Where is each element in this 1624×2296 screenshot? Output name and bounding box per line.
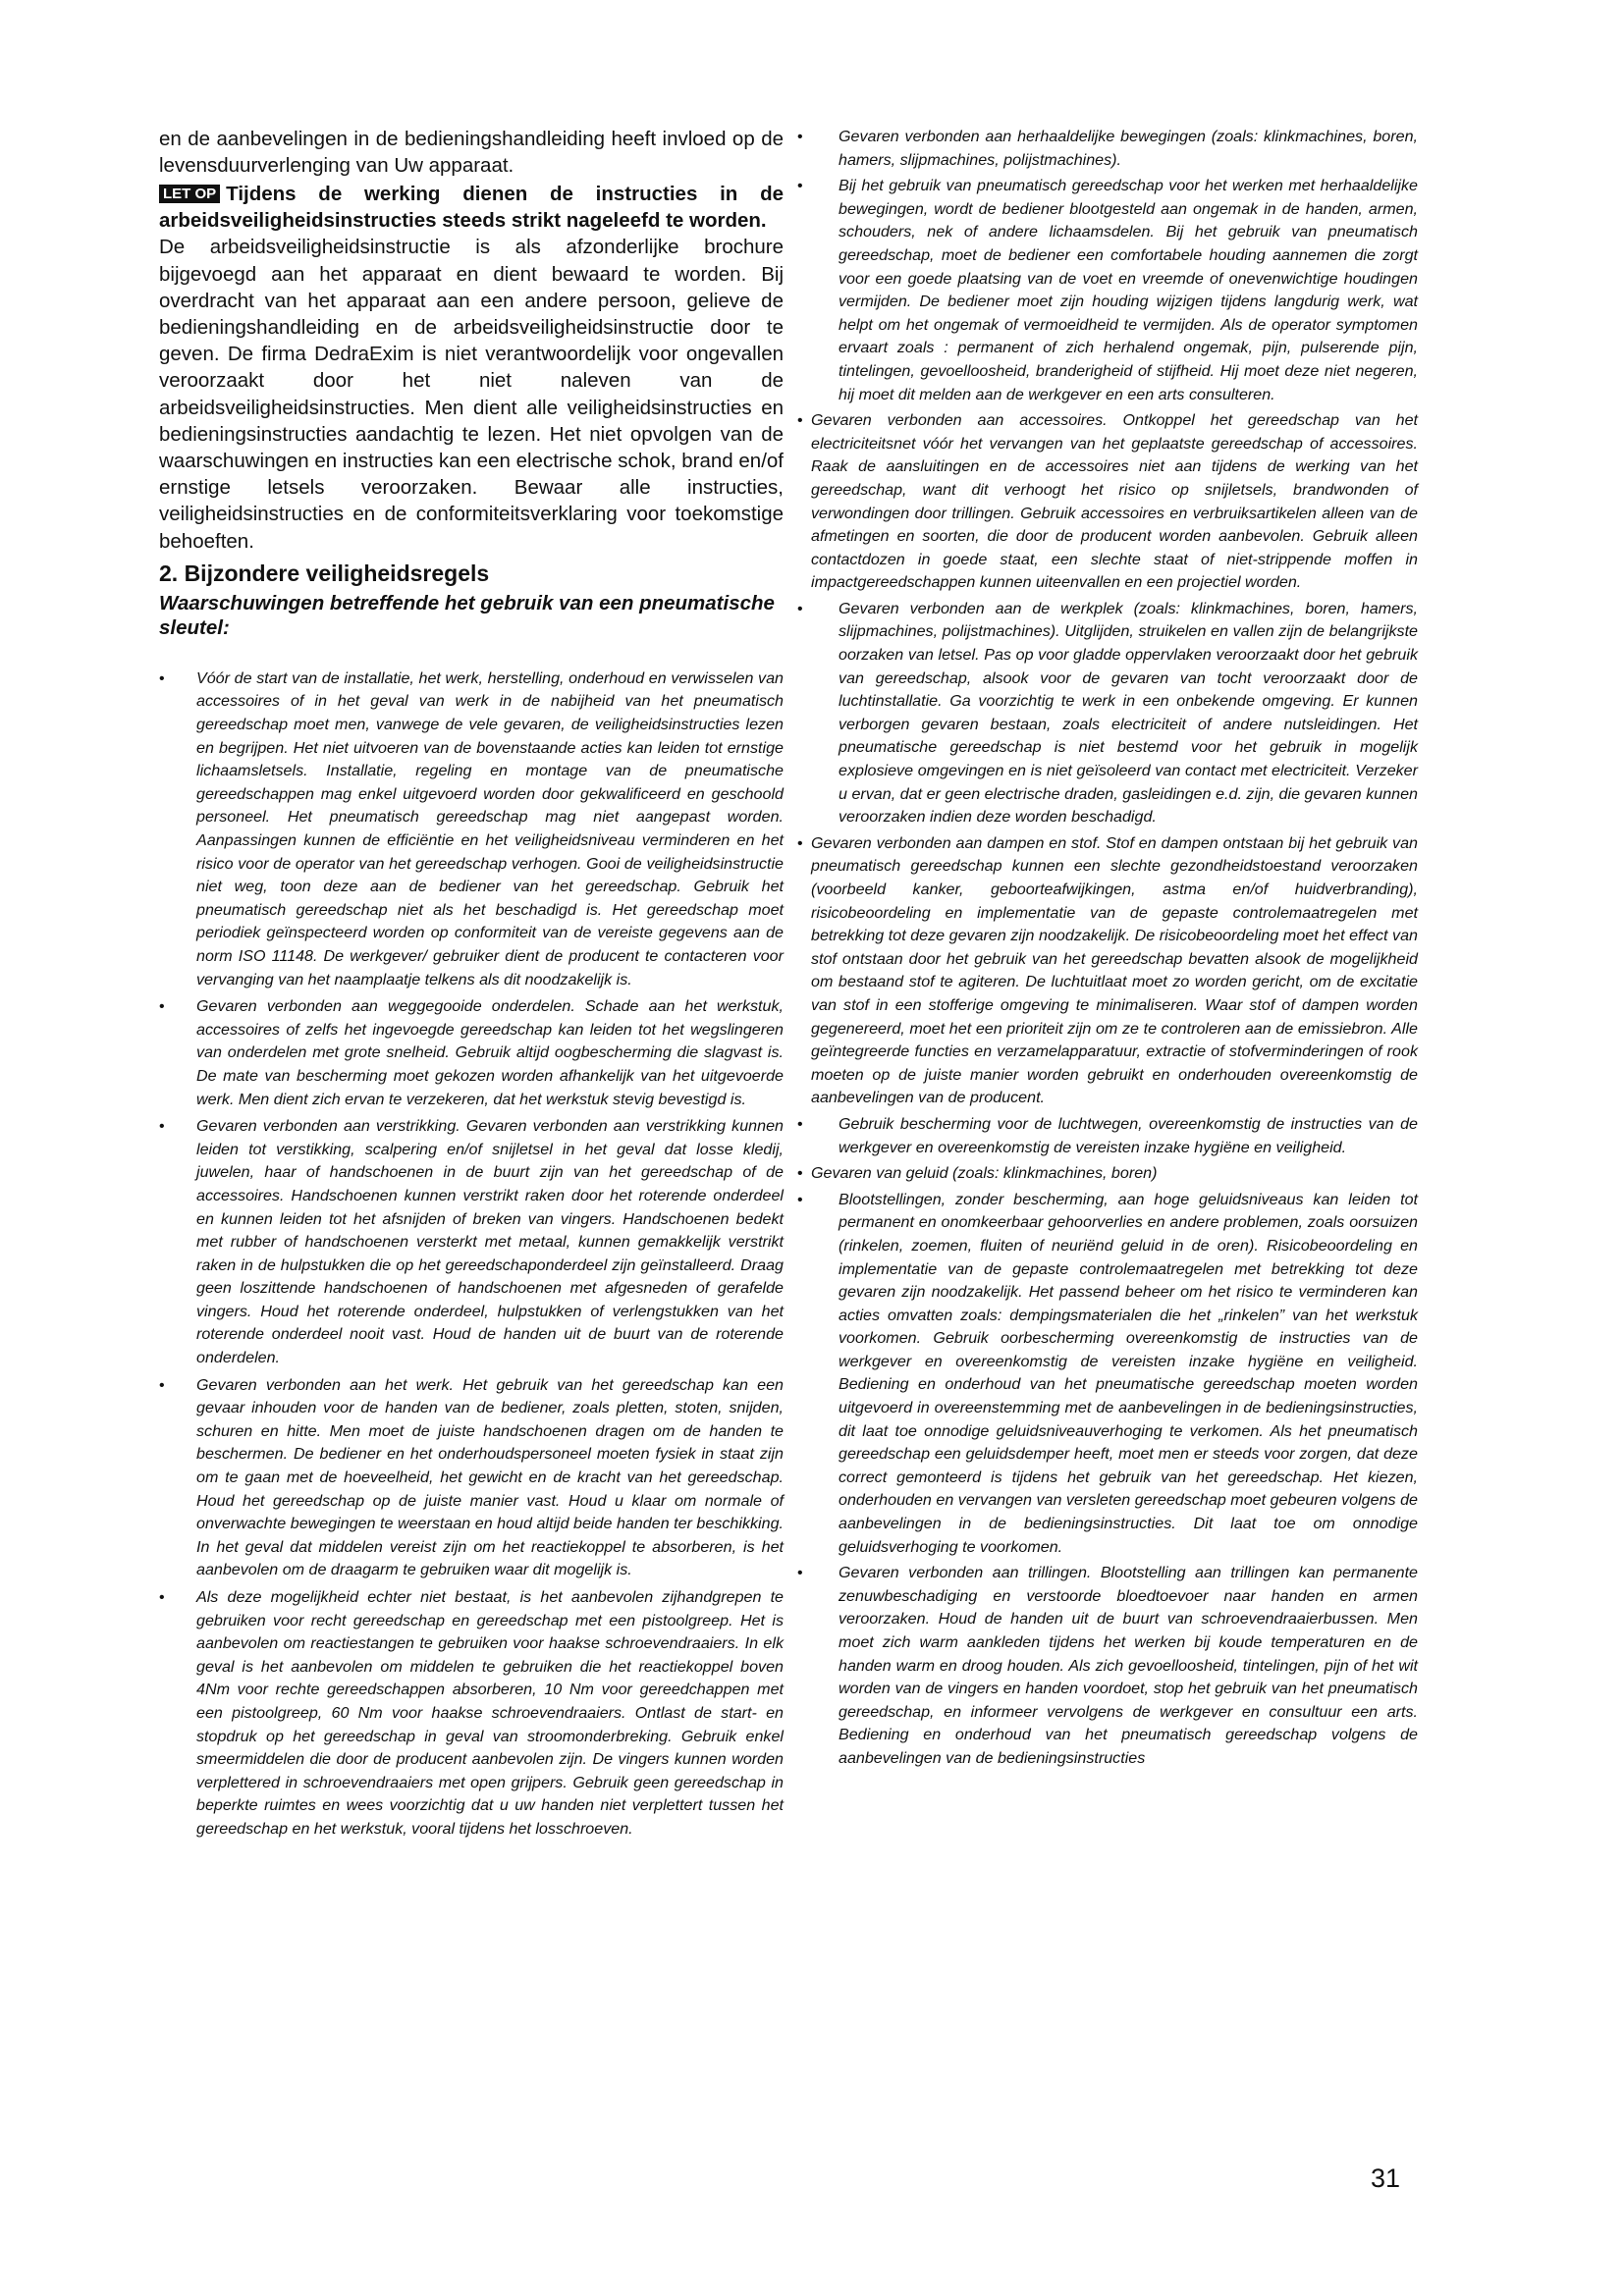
list-item: • Gevaren van geluid (zoals: klinkmachines, boren) xyxy=(797,1162,1418,1186)
left-bullet-list xyxy=(159,667,784,1842)
bullet-icon: • xyxy=(797,412,803,430)
safety-instruction-paragraph: De arbeidsveiligheidsinstructie is als afzonderlijke brochure bijgevoegd aan het apparaat en dient bewaard te worden. Bij overdracht van het apparaat aan een andere persoon, gelieve de bedieningshandleiding en de arbeidsveiligheidsinstructie door te geven. De firma DedraExim is niet verantwoordelijk voor ongevallen veroorzaakt door het niet naleven van de arbeidsveiligheidsinstructies. Men dient alle veiligheidsinstructies en bedieningsinstructies aandachtig te lezen. Het niet opvolgen van de waarschuwingen en instructies kan een electrische schok, brand en/of ernstige letsels veroorzaken. Bewaar alle instructies, veiligheidsinstructies en de conformiteitsverklaring voor toekomstige behoeften. xyxy=(159,236,784,553)
list-item: • Blootstellingen, zonder bescherming, aan hoge geluidsniveaus kan leiden tot permanent en onomkeerbaar gehoorverlies en andere problemen, zoals oorsuizen (rinkelen, zoemen, fluiten of neuriënd geluid in de oren). Risicobeoordeling en implementatie van de gepaste controlemaatregelen met betrekking tot deze gevaren zijn noodzakelijk. Het passend beheer om het risico te verminderen kan acties omvatten zoals: dempingsmaterialen die het „rinkelen” van het werkstuk voorkomen. Gebruik oorbescherming overeenkomstig de instructies van de werkgever en overeenkomstig de vereisten inzake hygiëne en veiligheid. Bediening en onderhoud van het pneumatische gereedschap moeten worden uitgevoerd in overeenstemming met de aanbevelingen in de bedieningsinstructies, dit laat toe onnodige geluidsniveauverhoging te verkomen. Als het pneumatisch gereedschap een geluidsdemper heeft, moet men er steeds voor zorgen, dat deze correct gemonteerd is tijdens het gebruik van het gereedschap. Het kiezen, onderhouden en vervangen van versleten gereedschap moet gebeuren volgens de aanbevelingen in de bedieningsinstructies. Dit laat toe om onnodige geluidsverhoging te voorkomen. xyxy=(797,1190,1418,1556)
bullet-icon: • xyxy=(797,1565,803,1582)
list-item: • Gevaren verbonden aan dampen en stof. Stof en dampen ontstaan bij het gebruik van pneumatisch gereedschap kunnen een slechte gezondheidstoestand veroorzaken (voorbeeld kanker, geboorteafwijkingen, astma en/of huidverbranding), risicobeoordeling en implementatie van de gepaste controlemaatregelen met betrekking tot deze gevaren zijn noodzakelijk. De risicobeoordeling moet het effect van stof ontstaan door het gebruik van het gereedschap bevatten alsook de mogelijkheid om bestaand stof te agiteren. De luchtuitlaat moet zo worden gericht, om de excitatie van stof in een stofferige omgeving te minimaliseren. Waar stof of dampen worden gegenereerd, moet het een prioriteit zijn om ze te controleren aan de emissiebron. Alle geïntegreerde functies en verzamelapparatuur, extractie of stofverminderingen of rook moeten op de juiste manier worden gebruikt en onderhouden overeenkomstig de aanbevelingen van de producent. xyxy=(797,833,1418,1107)
list-item: • Gevaren verbonden aan de werkplek (zoals: klinkmachines, boren, hamers, slijpmachines, polijstmachines). Uitglijden, struikelen en vallen zijn de belangrijkste oorzaken van letsel. Pas op voor gladde oppervlaken veroorzaakt door het gebruik van gereedschap, alsook voor de gevaren van tocht veroorzaakt door de luchtinstallatie. Ga voorzichtig te werk in een onbekende omgeving. Er kunnen verborgen gevaren bestaan, zoals electriciteit of andere nutsleidingen. Het pneumatische gereedschap is niet bestemd voor het gebruik in mogelijk explosieve omgevingen en is niet geïsoleerd van contact met electriciteit. Verzeker u ervan, dat er geen electrische draden, gasleidingen e.d. zijn, die gevaren kunnen veroorzaken indien deze worden beschadigd. xyxy=(797,599,1418,827)
list-item: • Gevaren verbonden aan trillingen. Blootstelling aan trillingen kan permanente zenuwbeschadiging en verstoorde bloedtoevoer naar handen en armen veroorzaken. Houd de handen uit de buurt van schroevendraaierbussen. Men moet zich warm aankleden tijdens het werken bij koude temperaturen en de handen warm en droog houden. Als zich gevoelloosheid, tintelingen, pijn of het wit worden van de vingers en handen voordoet, stop het gebruik van het pneumatisch gereedschap, en informeer vervolgens de werkgever en consultuur een arts. Bediening en onderhoud van het pneumatisch gereedschap volgens de aanbevelingen van de bedieningsinstructies xyxy=(797,1564,1418,1767)
bullet-icon: • xyxy=(797,129,803,145)
list-item: • Bij het gebruik van pneumatisch gereedschap voor het werken met herhaaldelijke bewegingen, wordt de bediener blootgesteld aan ongemak in de handen, armen, schouders, nek of andere lichaamsdelen. Bij het gebruik van pneumatisch gereedschap, moet de bediener een comfortabele houding aannemen die zorgt voor een goede plaatsing van de voet en vreemde of onevenwichtige houdingen vermijden. De bediener moet zijn houding wijzigen tijdens langdurig werk, wat helpt om het ongemak of vermoeidheid te vermijden. Als de operator symptomen ervaart zoals : permanent of zich herhalend ongemak, pijn, pulserende pijn, tintelingen, gevoelloosheid, branderigheid of stijfheid. Hij moet deze niet negeren, hij moet dit melden aan de werkgever en een arts consulteren. xyxy=(797,177,1418,403)
section-heading: 2. Bijzondere veiligheidsregels xyxy=(159,560,490,586)
list-item: • Gevaren verbonden aan verstrikking. Gevaren verbonden aan verstrikking kunnen leiden tot verstikking, scalpering en/of snijletsel in het geval dat losse kledij, juwelen, haar of handschoenen in de buurt zijn van het gereedschap of de accessoires. Handschoenen kunnen verstrikt raken door het roterende onderdeel en kunnen leiden tot het afsnijden of breken van vingers. Handschoenen bedekt met rubber of handschoenen versterkt met metaal, kunnen gemakkelijk verstrikt raken in de hulpstukken die op het gereedschaponderdeel zijn geïnstalleerd. Draag geen loszittende handschoenen of handschoenen met afgesneden of gerafelde vingers. Houd het roterende onderdeel, hulpstukken of verlengstukken van het roterende onderdeel nooit vast. Houd de handen uit de buurt van de roterende onderdelen. xyxy=(159,1117,784,1367)
list-item: • Gevaren verbonden aan weggegooide onderdelen. Schade aan het werkstuk, accessoires of zelfs het ingevoegde gereedschap kan leiden tot het wegslingeren van onderdelen met grote snelheid. Gebruik altijd oogbescherming die slagvast is. De mate van bescherming moet gekozen worden afhankelijk van het uitgevoerde werk. Men dient zich ervan te verzekeren, dat het werkstuk stevig bevestigd is. xyxy=(159,997,784,1108)
warning-paragraph xyxy=(159,181,784,234)
list-item: • Gevaren verbonden aan herhaaldelijke bewegingen (zoals: klinkmachines, boren, hamers, slijpmachines, polijstmachines). xyxy=(797,128,1418,169)
bullet-icon: • xyxy=(797,834,803,852)
page-number: 31 xyxy=(1371,2163,1401,2193)
right-bullet-list xyxy=(797,126,1418,1771)
right-column xyxy=(797,126,1418,1774)
bullet-icon: • xyxy=(159,669,165,687)
bullet-icon: • xyxy=(159,1589,165,1606)
list-item: • Gebruik bescherming voor de luchtwegen, overeenkomstig de instructies van de werkgever en overeenkomstig de vereisten inzake hygiëne en veiligheid. xyxy=(797,1114,1418,1156)
left-column xyxy=(159,126,784,1845)
bullet-icon: • xyxy=(797,178,803,195)
bullet-icon: • xyxy=(159,1118,165,1136)
bullet-icon: • xyxy=(159,1376,165,1394)
bullet-icon: • xyxy=(797,1165,803,1183)
bullet-icon: • xyxy=(797,1115,803,1133)
bullet-icon: • xyxy=(797,600,803,617)
section-subheading: Waarschuwingen betreffende het gebruik van een pneumatische sleutel: xyxy=(159,591,775,639)
list-item: • Gevaren verbonden aan accessoires. Ontkoppel het gereedschap van het electriciteitsnet vóór het vervangen van het geplaatste gereedschap of accessoires. Raak de aansluitingen en de accessoires niet aan tijdens de werking van het gereedschap, want dit verhoogt het risico op snijletsels, brandwonden of verwondingen door trillingen. Gebruik accessoires en verbruiksartikelen alleen van de afmetingen en soorten, die door de producent worden aanbevolen. Gebruik alleen contactdozen in goede staat, een slechte staat of niet-strippende moffen in impactgereedschappen kunnen uiteenvallen en een projectiel worden. xyxy=(797,411,1418,592)
list-item: • Gevaren verbonden aan het werk. Het gebruik van het gereedschap kan een gevaar inhouden voor de handen van de bediener, zoals pletten, stoten, snijden, schuren en hitte. Men moet de juiste handschoenen dragen om de handen te beschermen. De bediener en het onderhoudspersoneel moeten fysiek in staat zijn om te gaan met de hoeveelheid, het gewicht en de kracht van het gereedschap. Houd het gereedschap op de juiste manier vast. Houd u klaar om normale of onverwachte bewegingen te weerstaan en houd altijd beide handen ter beschikking. In het geval dat middelen vereist zijn om het reactiekoppel te absorberen, is het aanbevolen om de draagarm te gebruiken waar dit mogelijk is. xyxy=(159,1375,784,1579)
intro-paragraph: en de aanbevelingen in de bedieningshandleiding heeft invloed op de levensduurverlenging van Uw apparaat. xyxy=(159,128,784,178)
list-item: • Vóór de start van de installatie, het werk, herstelling, onderhoud en verwisselen van accessoires of in het geval van werk in de nabijheid van het pneumatisch gereedschap moet men, vanwege de vele gevaren, de veiligheidsinstructies lezen en begrijpen. Het niet uitvoeren van de bovenstaande acties kan leiden tot ernstige lichaamsletsels. Installatie, regeling en montage van de pneumatische gereedschappen mag enkel uitgevoerd worden door gekwalificeerd en geschoold personeel. Het pneumatisch gereedschap mag niet aangepast worden. Aanpassingen kunnen de efficiëntie en het veiligheidsniveau verminderen en het risico voor de operator van het gereedschap verhogen. Gooi de veiligheidsinstructie niet weg, toon deze aan de bediener van het gereedschap. Gebruik het pneumatisch gereedschap niet als het beschadigd is. Het gereedschap moet periodiek geïnspecteerd worden op conformiteit van de vereiste gegevens aan de norm ISO 11148. De werkgever/ gebruiker dient de producent te contacteren voor vervanging van het naamplaatje telkens als dit noodzakelijk is. xyxy=(159,668,784,988)
warning-text: Tijdens de werking dienen de instructies in de arbeidsveiligheidsinstructies steeds strikt nageleefd te worden. xyxy=(159,183,784,233)
bullet-icon: • xyxy=(159,998,165,1016)
bullet-icon: • xyxy=(797,1191,803,1208)
list-item: • Als deze mogelijkheid echter niet bestaat, is het aanbevolen zijhandgrepen te gebruiken voor recht gereedschap en gereedschap met een pistoolgreep. Het is aanbevolen om reactiestangen te gebruiken voor haakse schroevendraaiers. In elk geval is het aanbevolen om middelen te gebruiken die het reactiekoppel boven 4Nm voor rechte gereedschappen absorberen, 10 Nm voor gereedchappen met een pistoolgreep, 60 Nm voor haakse schroevendraaiers. Ontlast de start- en stopdruk op het gereedschap in geval van stroomonderbreking. Gebruik enkel smeermiddelen die door de producent aanbevolen zijn. De vingers kunnen worden verplettered in schroevendraaiers met open grijpers. Gebruik geen gereedschap in beperkte ruimtes en wees voorzichtig dat u uw handen niet verplettert tussen het gereedschap en het werkstuk, vooral tijdens het losschroeven. xyxy=(159,1588,784,1838)
let-op-badge: LET OP xyxy=(159,185,220,203)
